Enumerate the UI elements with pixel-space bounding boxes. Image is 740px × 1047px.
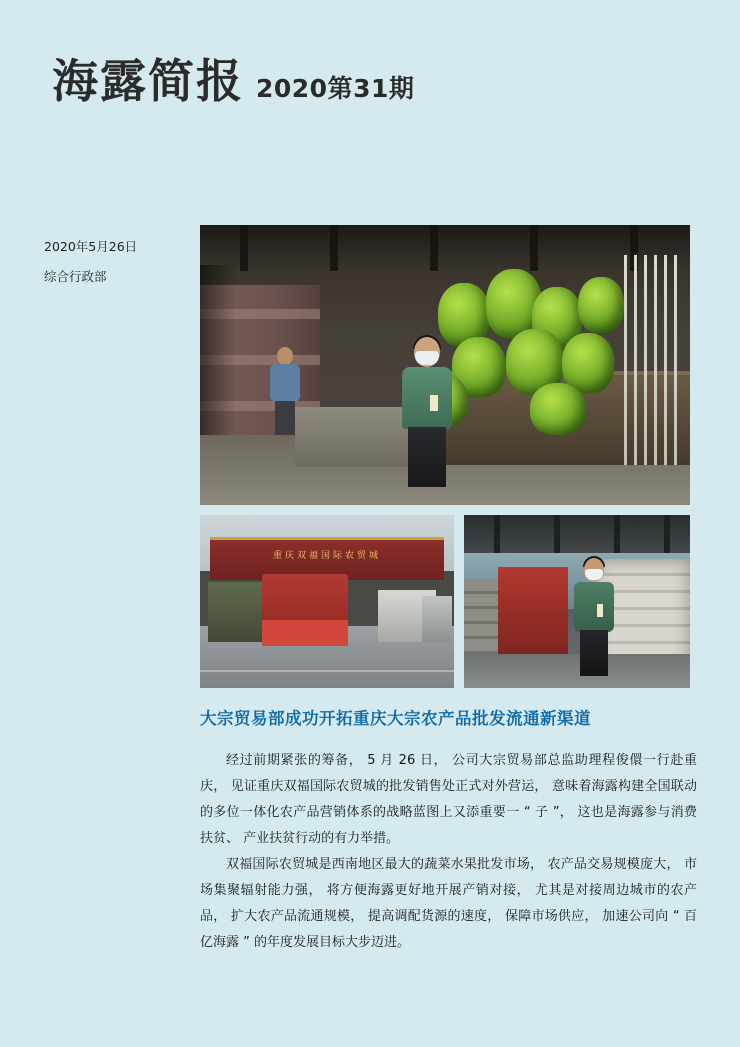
warehouse-roof [464, 515, 690, 555]
vegetable-sack [578, 277, 624, 333]
red-truck [498, 567, 568, 659]
face-mask [585, 569, 603, 580]
warehouse-roof [200, 225, 690, 271]
id-badge [430, 395, 438, 411]
truck-grey [422, 596, 452, 642]
article-body [200, 748, 697, 956]
photo-market-gate [200, 515, 454, 688]
article-headline: 大宗贸易部成功开拓重庆大宗农产品批发流通新渠道 [200, 709, 591, 728]
road-marking [200, 670, 454, 672]
hanging-ropes [622, 255, 682, 465]
photo-warehouse [464, 515, 690, 688]
masthead [52, 54, 415, 108]
article-paragraph: 经过前期紧张的筹备， 5 月 26 日， 公司大宗贸易部总监助理程俊儇一行赴重庆， 见证重庆双福国际农贸城的批发销售处正式对外营运， 意味着海露构建全国联动的多位一体化农产品营销体系的战略蓝图上又添重要一 “ 子 ”， 这也是海露参与消费扶贫、 产业扶贫行动的有力举措。 [200, 753, 697, 846]
employee-foreground [396, 337, 458, 487]
photo-main [200, 225, 690, 505]
face-mask [415, 351, 439, 365]
article-paragraph: 双福国际农贸城是西南地区最大的蔬菜水果批发市场， 农产品交易规模庞大， 市场集聚辐射能力强， 将方便海露更好地开展产销对接， 尤其是对接周边城市的农产品， 扩大农产品流通规模， 提高调配货源的速度， 保障市场供应， 加速公司向 “ 百亿海露 ” 的年度发展目标大步迈进。 [200, 857, 697, 950]
page-title: 海露简报 [52, 54, 244, 108]
meta-column [44, 238, 184, 285]
vegetable-sack [530, 383, 586, 435]
employee-foreground [570, 558, 618, 676]
issuing-department: 综合行政部 [44, 268, 107, 284]
worker-background [268, 347, 302, 433]
id-badge [597, 604, 603, 617]
gate-signage-text: 重庆双福国际农贸城 [272, 551, 381, 561]
truck-red [262, 574, 348, 646]
publish-date: 2020年5月26日 [44, 239, 138, 254]
issue-number: 2020第31期 [256, 74, 415, 103]
